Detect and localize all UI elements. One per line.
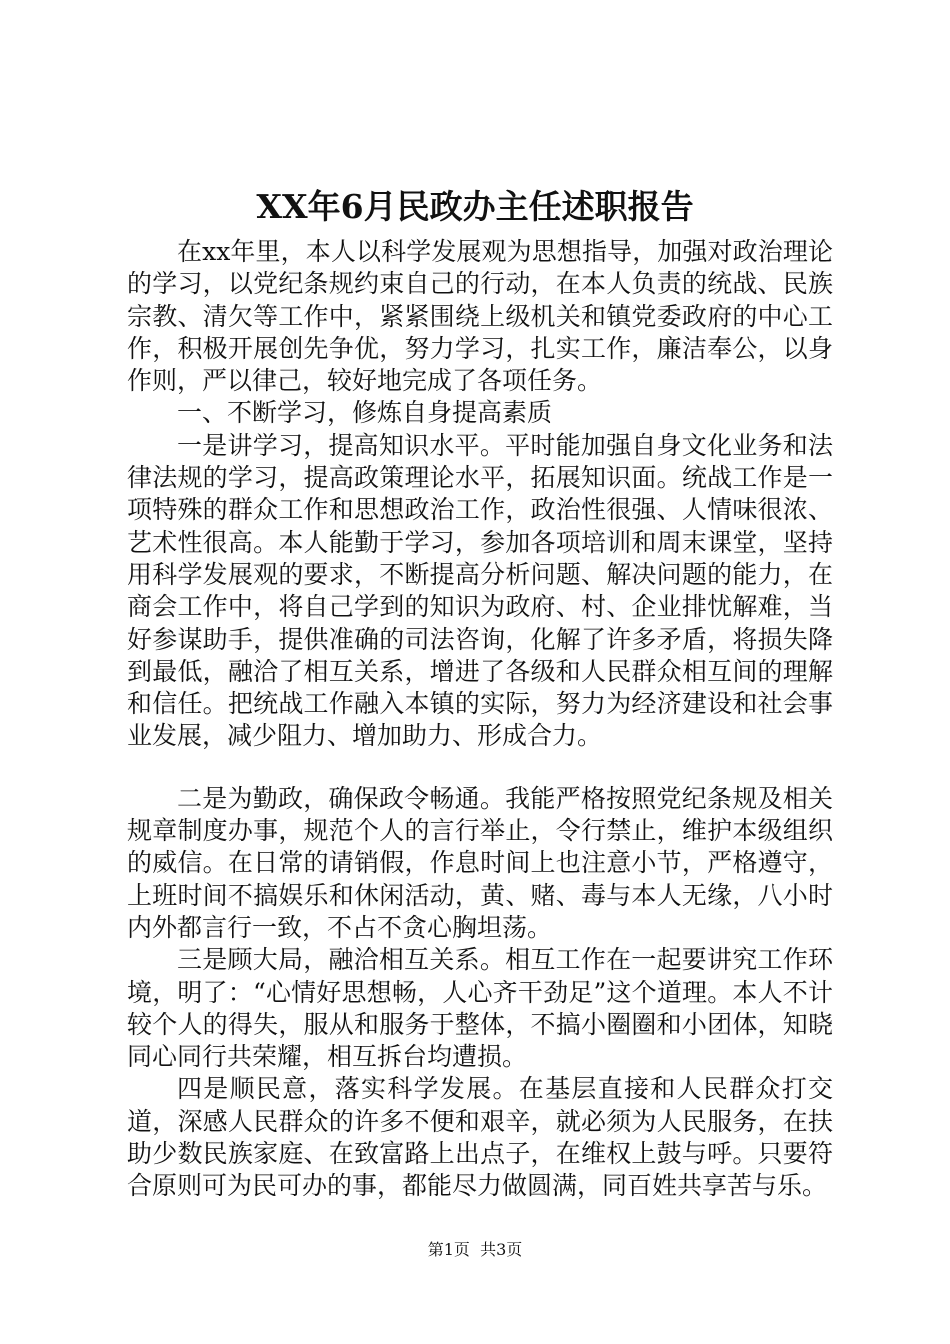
page-footer: [0, 1238, 950, 1262]
paragraph-overall: 三是顾大局，融洽相互关系。相互工作在一起要讲究工作环境，明了：“心情好思想畅，人心齐干劲足”这个道理。本人不计较个人的得失，服从和服务于整体，不搞小圈圈和小团体，知晓同心同行共荣耀，相互拆台均遭损。: [127, 945, 833, 1072]
page-number: 第1页: [427, 1240, 470, 1259]
section-heading-1: 一、不断学习，修炼自身提高素质: [177, 398, 553, 428]
document-body: [127, 236, 833, 1203]
paragraph-intro: 在xx年里，本人以科学发展观为思想指导，加强对政治理论的学习，以党纪条规约束自己的行动，在本人负责的统战、民族宗教、清欠等工作中，紧紧围绕上级机关和镇党委政府的中心工作，积极开展创先争优，努力学习，扎实工作，廉洁奉公，以身作则，严以律己，较好地完成了各项任务。: [127, 237, 833, 396]
paragraph-public-will: 四是顺民意，落实科学发展。在基层直接和人民群众打交道，深感人民群众的许多不便和艰辛，就必须为人民服务，在扶助少数民族家庭、在致富路上出点子，在维权上鼓与呼。只要符合原则可为民可办的事，都能尽力做圆满，同百姓共享苦与乐。: [127, 1074, 833, 1201]
page-total: 共3页: [480, 1240, 523, 1259]
paragraph-diligence: 二是为勤政，确保政令畅通。我能严格按照党纪条规及相关规章制度办事，规范个人的言行举止，令行禁止，维护本级组织的威信。在日常的请销假，作息时间上也注意小节，严格遵守，上班时间不搞娱乐和休闲活动，黄、赌、毒与本人无缘，八小时内外都言行一致，不占不贪心胸坦荡。: [127, 783, 833, 942]
document-title: XX年6月民政办主任述职报告: [256, 187, 694, 226]
paragraph-learning: 一是讲学习，提高知识水平。平时能加强自身文化业务和法律法规的学习，提高政策理论水平，拓展知识面。统战工作是一项特殊的群众工作和思想政治工作，政治性很强、人情味很浓、艺术性很高。本人能勤于学习，参加各项培训和周末课堂，坚持用科学发展观的要求，不断提高分析问题、解决问题的能力，在商会工作中，将自己学到的知识为政府、村、企业排忧解难，当好参谋助手，提供准确的司法咨询，化解了许多矛盾，将损失降到最低，融洽了相互关系，增进了各级和人民群众相互间的理解和信任。把统战工作融入本镇的实际，努力为经济建设和社会事业发展，减少阻力、增加助力、形成合力。: [127, 430, 833, 751]
